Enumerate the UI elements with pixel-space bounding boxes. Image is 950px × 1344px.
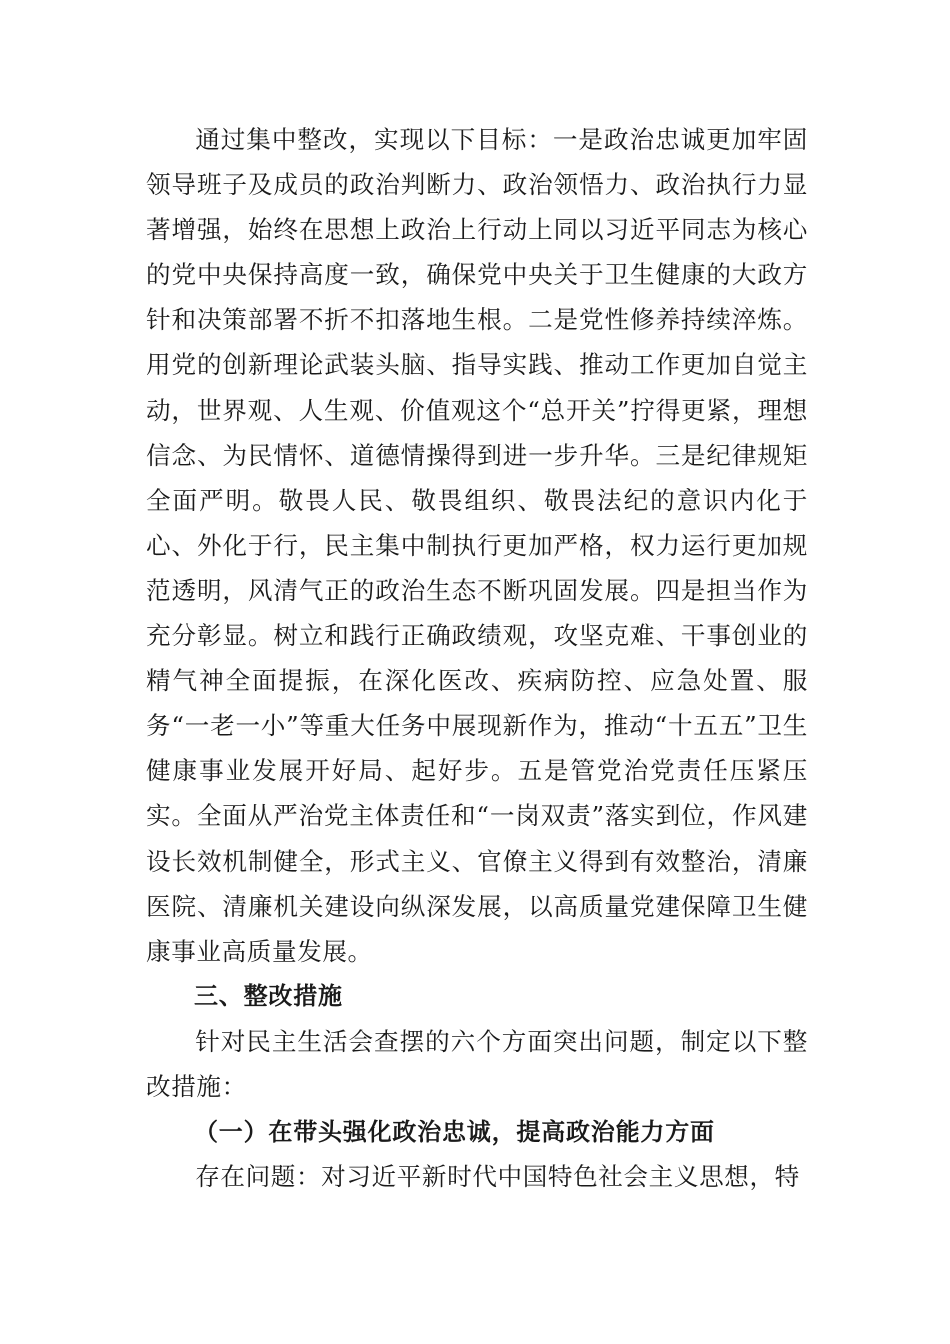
document-body <box>146 117 808 1199</box>
section-heading: 三、整改措施 <box>194 981 343 1010</box>
goals-paragraph: 通过集中整改，实现以下目标：一是政治忠诚更加牢固领导班子及成员的政治判断力、政治领悟力、政治执行力显著增强，始终在思想上政治上行动上同以习近平同志为核心的党中央保持高度一致，确保党中央关于卫生健康的大政方针和决策部署不折不扣落地生根。二是党性修养持续淬炼。用党的创新理论武装头脑、指导实践、推动工作更加自觉主动，世界观、人生观、价值观这个“总开关”拧得更紧，理想信念、为民情怀、道德情操得到进一步升华。三是纪律规矩全面严明。敬畏人民、敬畏组织、敬畏法纪的意识内化于心、外化于行，民主集中制执行更加严格，权力运行更加规范透明，风清气正的政治生态不断巩固发展。四是担当作为充分彰显。树立和践行正确政绩观，攻坚克难、干事创业的精气神全面提振，在深化医改、疾病防控、应急处置、服务“一老一小”等重大任务中展现新作为，推动“十五五”卫生健康事业发展开好局、起好步。五是管党治党责任压紧压实。全面从严治党主体责任和“一岗双责”落实到位，作风建设长效机制健全，形式主义、官僚主义得到有效整治，清廉医院、清廉机关建设向纵深发展，以高质量党建保障卫生健康事业高质量发展。 <box>146 125 808 966</box>
measures-intro-paragraph: 针对民主生活会查摆的六个方面突出问题，制定以下整改措施： <box>146 1026 808 1101</box>
issue-paragraph: 存在问题：对习近平新时代中国特色社会主义思想，特 <box>195 1162 800 1192</box>
subsection-heading: （一）在带头强化政治忠诚，提高政治能力方面 <box>194 1117 715 1147</box>
